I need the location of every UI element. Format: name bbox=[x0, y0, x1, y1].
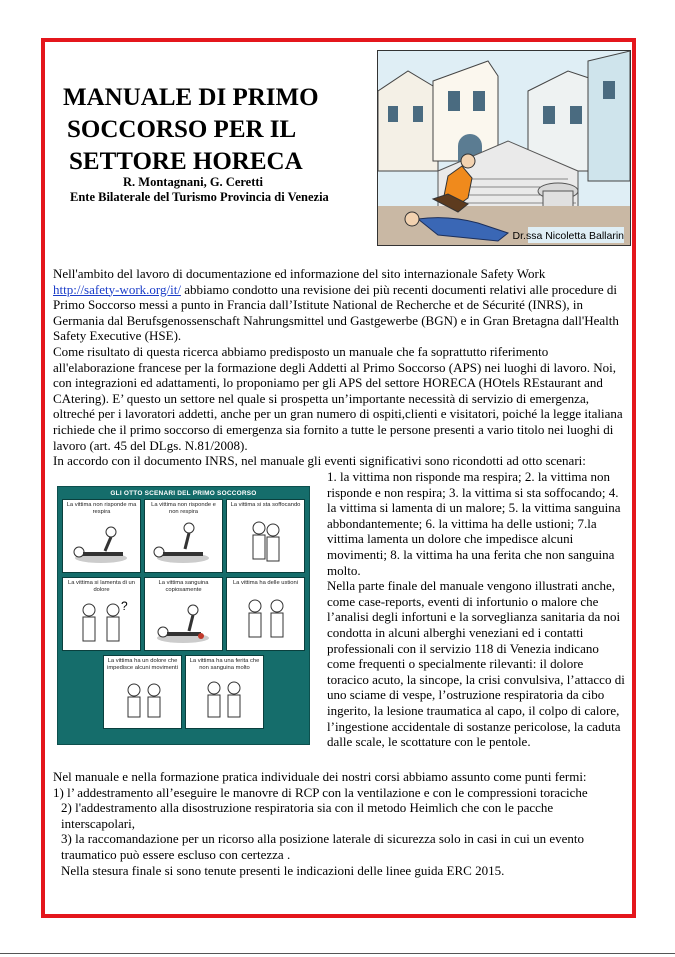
conclusion-lead: Nel manuale e nella formazione pratica individuale dei nostri corsi abbiamo assunto come punti fermi: bbox=[53, 769, 587, 784]
scenarios-panel-title: GLI OTTO SCENARI DEL PRIMO SOCCORSO bbox=[110, 490, 257, 497]
conclusion-final: Nella stesura finale si sono tenute presenti le indicazioni delle linee guida ERC 2015. bbox=[61, 862, 505, 878]
scenario-2-figure bbox=[145, 518, 222, 572]
document-title bbox=[63, 82, 373, 178]
case-reports-paragraph: Nella parte finale del manuale vengono illustrati anche, come case-reports, eventi di infortunio o malore che l’analisi degli infortuni e la sorveglianza sanitaria da noi condotta in alcuni alberghi veneziani ed i contatti professionali con il servizio 118 di Venezia indicano come frequenti o specialmente rilevanti: il dolore toracico acuto, la sincope, la crisi convulsiva, l’attacco di uno sciame di vespe, l’ostruzione respiratoria da cibo ingerito, la lesione traumatica al capo, il colpo di calore, l’ingestione accidentale di sostanze pericolose, la caduta dalle scale, le scottature con le pentole. bbox=[327, 578, 625, 750]
scenario-3-figure bbox=[227, 518, 304, 572]
scenario-cell-3 bbox=[226, 499, 305, 573]
scenario-cell-5 bbox=[144, 577, 223, 651]
organization: Ente Bilaterale del Turismo Provincia di Venezia bbox=[70, 190, 329, 204]
scenario-caption-3: La vittima si sta soffocando bbox=[230, 502, 301, 508]
scenario-cell-4 bbox=[62, 577, 141, 651]
intro-paragraph-2: Come risultato di questa ricerca abbiamo predisposto un manuale che fa soprattutto riferimento all'elaborazione francese per la formazione degli Addetti al Primo Soccorso (APS) nei luoghi di lavoro. Noi, con integrazioni ed adattamenti, lo proponiamo per gli APS del settore HORECA (HOtels REstaurant and CAtering). E’ questo un settore nel quale si prospetta un’importante necessità di servizio di emergenza, oltreché per i lavoratori addetti, anche per un gran numero di ospiti,clienti e visitatori, poiché la legge italiana richiede che il primo soccorso di emergenza sia fornito a tutte le persone presenti a vario titolo nei luoghi di lavoro (art. 45 del DLgs. N.81/2008). bbox=[53, 343, 623, 453]
safety-work-link[interactable]: http://safety-work.org/it/ bbox=[53, 281, 181, 297]
scenario-caption-4: La vittima si lamenta di un dolore bbox=[67, 580, 136, 593]
scenario-cell-7 bbox=[103, 655, 182, 729]
scenarios-panel bbox=[57, 486, 310, 745]
svg-text:?: ? bbox=[121, 599, 128, 613]
scenario-8-figure bbox=[186, 674, 263, 728]
title-line-1: MANUALE DI PRIMO bbox=[63, 84, 319, 111]
scenario-cell-6 bbox=[226, 577, 305, 651]
conclusion-item-2: 2) l'addestramento alla disostruzione respiratoria sia con il metodo Heimlich che con le pacche interscapolari, bbox=[61, 800, 554, 831]
scenario-7-figure bbox=[104, 674, 181, 728]
authors: R. Montagnani, G. Ceretti bbox=[123, 175, 264, 189]
scenario-cell-2 bbox=[144, 499, 223, 573]
scenarios-text bbox=[327, 469, 627, 750]
conclusion-item-1: 1) l’ addestramento all’eseguire le manovre di RCP con la ventilazione e con le compressioni toraciche bbox=[53, 784, 588, 800]
venice-rescue-drawing bbox=[378, 51, 630, 245]
scenario-6-figure bbox=[227, 596, 304, 650]
scenario-caption-1: La vittima non risponde ma respira bbox=[66, 502, 137, 515]
title-line-3: SETTORE HORECA bbox=[69, 148, 303, 175]
scenario-caption-7: La vittima ha un dolore che impedisce alcuni movimenti bbox=[107, 658, 178, 671]
intro-text bbox=[53, 266, 627, 469]
illustration-credit: Dr.ssa Nicoletta Ballarin bbox=[512, 230, 624, 242]
scenario-caption-8: La vittima ha una ferita che non sanguina molto bbox=[189, 658, 260, 671]
page-frame bbox=[41, 38, 636, 918]
scenario-1-figure bbox=[63, 518, 140, 572]
conclusion-text bbox=[53, 769, 629, 878]
scenario-cell-1 bbox=[62, 499, 141, 573]
conclusion-item-3: 3) la raccomandazione per un ricorso alla posizione laterale di sicurezza solo in casi in cui un evento traumatico può essere escluso con certezza . bbox=[61, 831, 585, 862]
intro-paragraph-1 bbox=[53, 266, 627, 344]
scenario-caption-5: La vittima sanguina copiosamente bbox=[158, 580, 209, 593]
cover-illustration bbox=[377, 50, 631, 246]
scenario-4-figure bbox=[63, 596, 140, 650]
scenario-5-figure bbox=[145, 596, 222, 650]
scenario-cell-8 bbox=[185, 655, 264, 729]
intro-paragraph-3: In accordo con il documento INRS, nel manuale gli eventi significativi sono ricondotti ad otto scenari: bbox=[53, 453, 586, 469]
intro-p1-rest: abbiamo condotto una revisione dei più recenti documenti relativi alle procedure di Primo Soccorso messi a punto in Francia dall’Istitute National de Recherche et de Sécurité (INRS), in Germania dal Berufsgenossenschaft Nahrungsmittel und Gastgewerbe (BGN) e in Gran Bretagna dall'Health Safety Executive (HSE). bbox=[53, 281, 619, 344]
intro-p1-text: Nell'ambito del lavoro di documentazione ed informazione del sito internazionale Safety Work bbox=[53, 266, 546, 281]
scenario-caption-2: La vittima non risponde e non respira bbox=[151, 502, 216, 515]
title-line-2: SOCCORSO PER IL bbox=[67, 116, 297, 143]
scenario-caption-6: La vittima ha delle ustioni bbox=[232, 580, 299, 586]
scenarios-list: 1. la vittima non risponde ma respira; 2. la vittima non risponde e non respira; 3. la vittima si sta soffocando; 4. la vittima si lamenta di un malore; 5. la vittima sanguina abbondantemente; 6. la vittima ha delle ustioni; 7.la vittima lamenta un dolore che impedisce alcuni movimenti; 8. la vittima ha una ferita che non sanguina molto. bbox=[327, 469, 621, 578]
page-bottom-rule bbox=[0, 953, 675, 954]
